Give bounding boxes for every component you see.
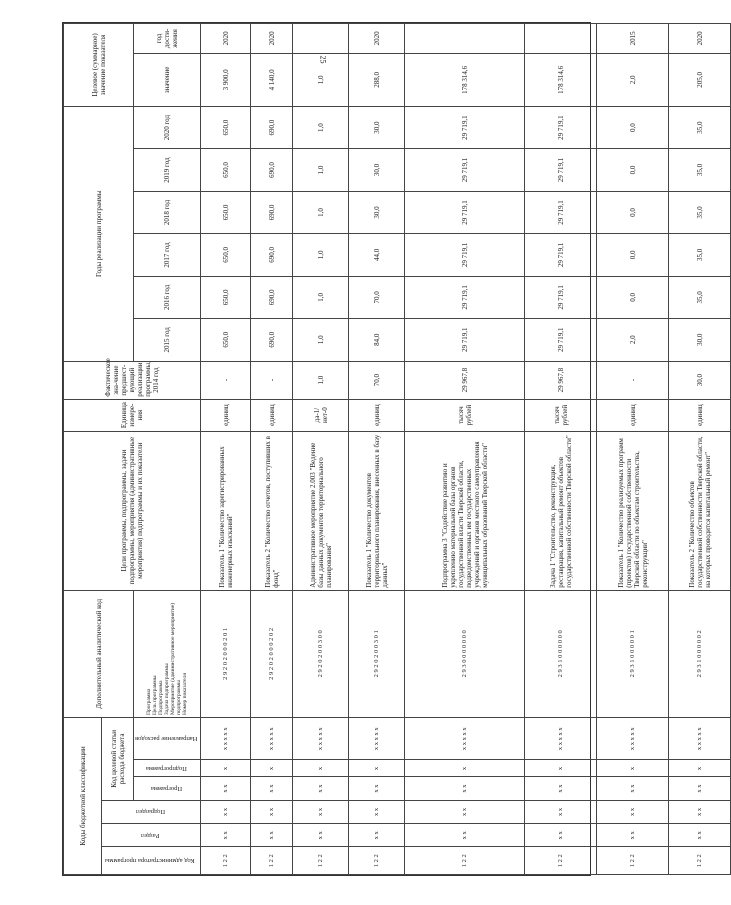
- target-value-cell: 3 900,0: [201, 53, 251, 106]
- subsection-header: Подраздел: [102, 800, 201, 823]
- subprogram-header: Подпрограмма: [134, 760, 201, 777]
- program-header: Программа: [134, 777, 201, 800]
- subprogram-code-cell: x: [597, 760, 669, 777]
- year-value-cell: 690,0: [251, 319, 293, 361]
- add-task-label: Задача подпрограммы: [164, 663, 171, 716]
- year-value-cell: 35,0: [669, 276, 731, 318]
- unit-cell: единиц: [669, 399, 731, 431]
- section-code-cell: x x: [251, 824, 293, 847]
- subsection-code-cell: x x: [597, 800, 669, 823]
- target-year-cell: 2015: [597, 24, 669, 54]
- fact-value-cell: 30,0: [669, 361, 731, 399]
- fact-value-cell: -: [251, 361, 293, 399]
- indicator-name-cell: Административное мероприятие 2.003 "Ведение базы данных документов территориального планирования": [293, 431, 349, 590]
- admin-code-header: Код администратора программы: [102, 847, 201, 875]
- year-value-cell: 650,0: [201, 276, 251, 318]
- add-program-label: Программа: [146, 688, 153, 716]
- year-value-cell: 29 719,1: [525, 106, 597, 148]
- additional-code-cell: 2 9 2 0 2 0 0 0 2 0 1: [201, 590, 251, 717]
- expense-direction-cell: x x x x x: [251, 718, 293, 760]
- name-header: Цели программы, подпрограммы, задачи подпрограммы, мероприятия (административные мероприятия) подпрограммы и их показатели: [64, 431, 201, 590]
- unit-cell: тысяч рублей: [525, 399, 597, 431]
- target-year-cell: [525, 24, 597, 54]
- additional-code-cell: 2 9 3 1 0 0 0 0 0 2: [669, 590, 731, 717]
- additional-code-cell: 2 9 2 0 2 0 0 0 2 0 2: [251, 590, 293, 717]
- subsection-code-cell: x x: [251, 800, 293, 823]
- admin-code-cell: 1 2 2: [293, 847, 349, 875]
- target-value-cell: 178 314,6: [405, 53, 525, 106]
- year-value-cell: 35,0: [669, 149, 731, 191]
- table-row: [525, 24, 597, 875]
- additional-code-cell: 2 9 2 0 2 0 0 3 0 0: [293, 590, 349, 717]
- years-header: Годы реализации программы: [64, 106, 134, 361]
- add-subprogram-label: Подпрограмма: [158, 680, 165, 716]
- year-value-cell: 35,0: [669, 234, 731, 276]
- year-value-cell: 30,0: [349, 191, 405, 233]
- indicator-name-cell: Задача 1 "Строительство, реконструкция, реставрация, капитальный ремонт объектов государственной собственности Тверской области": [525, 431, 597, 590]
- target-value-cell: 205,0: [669, 53, 731, 106]
- subprogram-code-cell: x: [349, 760, 405, 777]
- indicator-name-cell: Показатель 1 "Количество реализуемых программ (проектов) государственной собственности Тверской области по объектам строительства, реконструкции": [597, 431, 669, 590]
- unit-cell: единиц: [349, 399, 405, 431]
- subprogram-code-cell: x: [669, 760, 731, 777]
- program-code-cell: x x: [349, 777, 405, 800]
- year-value-cell: 690,0: [251, 106, 293, 148]
- indicator-name-cell: Показатель 2 "Количество объектов государственной собственности Тверской области, на которых проводится капитальный ремонт": [669, 431, 731, 590]
- target-header: Целевое (суммарное) значение показателя: [64, 24, 134, 107]
- program-code-cell: x x: [597, 777, 669, 800]
- target-value-cell: 1,0: [293, 53, 349, 106]
- year-value-cell: 30,0: [349, 106, 405, 148]
- admin-code-cell: 1 2 2: [251, 847, 293, 875]
- program-code-cell: x x: [525, 777, 597, 800]
- fact-header: Фактическое зна-чение предшест-вующий реализации программы, 2014 год: [64, 361, 201, 399]
- program-code-cell: x x: [669, 777, 731, 800]
- year-value-cell: 0,0: [597, 276, 669, 318]
- year-2019-header: 2019 год: [134, 149, 201, 191]
- subsection-code-cell: x x: [405, 800, 525, 823]
- target-value-cell: 2,0: [597, 53, 669, 106]
- section-code-cell: x x: [405, 824, 525, 847]
- program-indicators-table: [63, 23, 731, 875]
- subprogram-code-cell: x: [293, 760, 349, 777]
- target-year-header: год дости-жения: [134, 24, 201, 54]
- expense-direction-header: Направление расходов: [134, 718, 201, 760]
- unit-cell: тысяч рублей: [405, 399, 525, 431]
- year-value-cell: 0,0: [597, 234, 669, 276]
- year-2018-header: 2018 год: [134, 191, 201, 233]
- section-code-cell: x x: [201, 824, 251, 847]
- admin-code-cell: 1 2 2: [405, 847, 525, 875]
- target-year-cell: 2020: [201, 24, 251, 54]
- year-value-cell: 29 719,1: [405, 234, 525, 276]
- year-value-cell: 2,0: [597, 319, 669, 361]
- year-value-cell: 35,0: [669, 191, 731, 233]
- expense-direction-cell: x x x x x: [405, 718, 525, 760]
- year-value-cell: 29 719,1: [405, 191, 525, 233]
- year-2017-header: 2017 год: [134, 234, 201, 276]
- target-value-cell: 288,0: [349, 53, 405, 106]
- subsection-code-cell: x x: [349, 800, 405, 823]
- additional-code-cell: 2 9 3 1 0 0 0 0 0 1: [597, 590, 669, 717]
- section-code-cell: x x: [349, 824, 405, 847]
- section-code-cell: x x: [597, 824, 669, 847]
- indicator-name-cell: Показатель 1 "Количество документов территориального планирования, внесенных в базу данных": [349, 431, 405, 590]
- unit-cell: единиц: [597, 399, 669, 431]
- table-body: [201, 24, 731, 875]
- subprogram-code-cell: x: [251, 760, 293, 777]
- year-value-cell: 650,0: [201, 106, 251, 148]
- admin-code-cell: 1 2 2: [201, 847, 251, 875]
- target-value-cell: 4 140,0: [251, 53, 293, 106]
- additional-subheaders: [134, 590, 201, 717]
- year-value-cell: 29 719,1: [525, 276, 597, 318]
- admin-code-cell: 1 2 2: [525, 847, 597, 875]
- additional-codes-header: Дополнительный аналитический код: [64, 590, 134, 717]
- target-year-cell: 2020: [251, 24, 293, 54]
- table-row: [201, 24, 251, 875]
- admin-code-cell: 1 2 2: [597, 847, 669, 875]
- expense-direction-cell: x x x x x: [597, 718, 669, 760]
- year-value-cell: 690,0: [251, 191, 293, 233]
- year-value-cell: 70,0: [349, 276, 405, 318]
- year-value-cell: 1,0: [293, 106, 349, 148]
- year-value-cell: 29 719,1: [525, 234, 597, 276]
- year-value-cell: 29 719,1: [525, 319, 597, 361]
- section-code-cell: x x: [293, 824, 349, 847]
- program-code-cell: x x: [405, 777, 525, 800]
- program-code-cell: x x: [293, 777, 349, 800]
- unit-header: Единица измере-ния: [64, 399, 201, 431]
- subprogram-code-cell: x: [201, 760, 251, 777]
- expense-direction-cell: x x x x x: [201, 718, 251, 760]
- rotated-table-sheet: [62, 22, 712, 876]
- section-code-cell: x x: [669, 824, 731, 847]
- table-row: [251, 24, 293, 875]
- year-value-cell: 690,0: [251, 149, 293, 191]
- subsection-code-cell: x x: [201, 800, 251, 823]
- year-value-cell: 29 719,1: [525, 149, 597, 191]
- table-row: [597, 24, 669, 875]
- year-value-cell: 35,0: [669, 106, 731, 148]
- subsection-code-cell: x x: [525, 800, 597, 823]
- target-year-cell: [405, 24, 525, 54]
- add-indicator-label: Номер показателя: [182, 673, 189, 716]
- fact-value-cell: -: [201, 361, 251, 399]
- section-header: Раздел: [102, 824, 201, 847]
- year-value-cell: 29 719,1: [525, 191, 597, 233]
- year-value-cell: 1,0: [293, 276, 349, 318]
- expense-direction-cell: x x x x x: [525, 718, 597, 760]
- target-value-cell: 178 314,6: [525, 53, 597, 106]
- indicator-name-cell: Показатель 2 "Количество отчетов, поступивших в фонд": [251, 431, 293, 590]
- section-code-cell: x x: [525, 824, 597, 847]
- subprogram-code-cell: x: [405, 760, 525, 777]
- year-value-cell: 650,0: [201, 149, 251, 191]
- year-value-cell: 1,0: [293, 191, 349, 233]
- year-value-cell: 29 719,1: [405, 106, 525, 148]
- year-value-cell: 650,0: [201, 319, 251, 361]
- year-value-cell: 650,0: [201, 234, 251, 276]
- additional-code-cell: 2 9 2 0 2 0 0 3 0 1: [349, 590, 405, 717]
- admin-code-cell: 1 2 2: [349, 847, 405, 875]
- year-2020-header: 2020 год: [134, 106, 201, 148]
- additional-code-cell: 2 9 3 1 0 0 0 0 0 0: [525, 590, 597, 717]
- year-value-cell: 1,0: [293, 319, 349, 361]
- year-value-cell: 29 719,1: [405, 319, 525, 361]
- expense-direction-cell: x x x x x: [349, 718, 405, 760]
- target-year-cell: 2020: [669, 24, 731, 54]
- target-year-cell: 2020: [349, 24, 405, 54]
- year-value-cell: 690,0: [251, 234, 293, 276]
- year-value-cell: 0,0: [597, 106, 669, 148]
- year-value-cell: 84,0: [349, 319, 405, 361]
- add-measure-label: Мероприятие (административное мероприятие) подпрограммы: [170, 602, 183, 716]
- table-rotation-wrapper: [63, 23, 712, 875]
- year-value-cell: 30,0: [669, 319, 731, 361]
- program-code-cell: x x: [201, 777, 251, 800]
- target-article-header: Код целевой статьи расхода бюджета: [102, 718, 134, 801]
- year-value-cell: 650,0: [201, 191, 251, 233]
- admin-code-cell: 1 2 2: [669, 847, 731, 875]
- target-year-cell: [293, 24, 349, 54]
- subsection-code-cell: x x: [293, 800, 349, 823]
- year-value-cell: 29 719,1: [405, 149, 525, 191]
- fact-value-cell: 29 967,8: [405, 361, 525, 399]
- year-value-cell: 30,0: [349, 149, 405, 191]
- table-row: [405, 24, 525, 875]
- year-value-cell: 1,0: [293, 149, 349, 191]
- indicator-name-cell: Подпрограмма 3 "Содействие развитию и укреплению материальной базы органов государственной власти Тверской области, подведомственных им государственных учреждений и органов местного самоуправления муниципальных образований Тверской области": [405, 431, 525, 590]
- year-value-cell: 0,0: [597, 191, 669, 233]
- expense-direction-cell: x x x x x: [293, 718, 349, 760]
- program-code-cell: x x: [251, 777, 293, 800]
- additional-code-cell: 2 9 3 0 0 0 0 0 0 0: [405, 590, 525, 717]
- header-row-top: [64, 24, 102, 875]
- unit-cell: да-1/ нет-0: [293, 399, 349, 431]
- page-number: 25: [318, 55, 328, 64]
- fact-value-cell: 70,0: [349, 361, 405, 399]
- year-value-cell: 0,0: [597, 149, 669, 191]
- fact-value-cell: -: [597, 361, 669, 399]
- budget-codes-header: Коды бюджетной классификации: [64, 718, 102, 875]
- year-value-cell: 44,0: [349, 234, 405, 276]
- unit-cell: единиц: [251, 399, 293, 431]
- year-2016-header: 2016 год: [134, 276, 201, 318]
- add-goal-label: Цель программы: [152, 675, 159, 716]
- year-value-cell: 1,0: [293, 234, 349, 276]
- fact-value-cell: 1,0: [293, 361, 349, 399]
- table-row: [669, 24, 731, 875]
- subprogram-code-cell: x: [525, 760, 597, 777]
- indicator-name-cell: Показатель 1 "Количество зарегистрированных инженерных изысканий": [201, 431, 251, 590]
- unit-cell: единиц: [201, 399, 251, 431]
- expense-direction-cell: x x x x x: [669, 718, 731, 760]
- subsection-code-cell: x x: [669, 800, 731, 823]
- year-value-cell: 690,0: [251, 276, 293, 318]
- year-value-cell: 29 719,1: [405, 276, 525, 318]
- year-2015-header: 2015 год: [134, 319, 201, 361]
- table-row: [293, 24, 349, 875]
- fact-value-cell: 29 967,8: [525, 361, 597, 399]
- target-value-header: значение: [134, 53, 201, 106]
- table-row: [349, 24, 405, 875]
